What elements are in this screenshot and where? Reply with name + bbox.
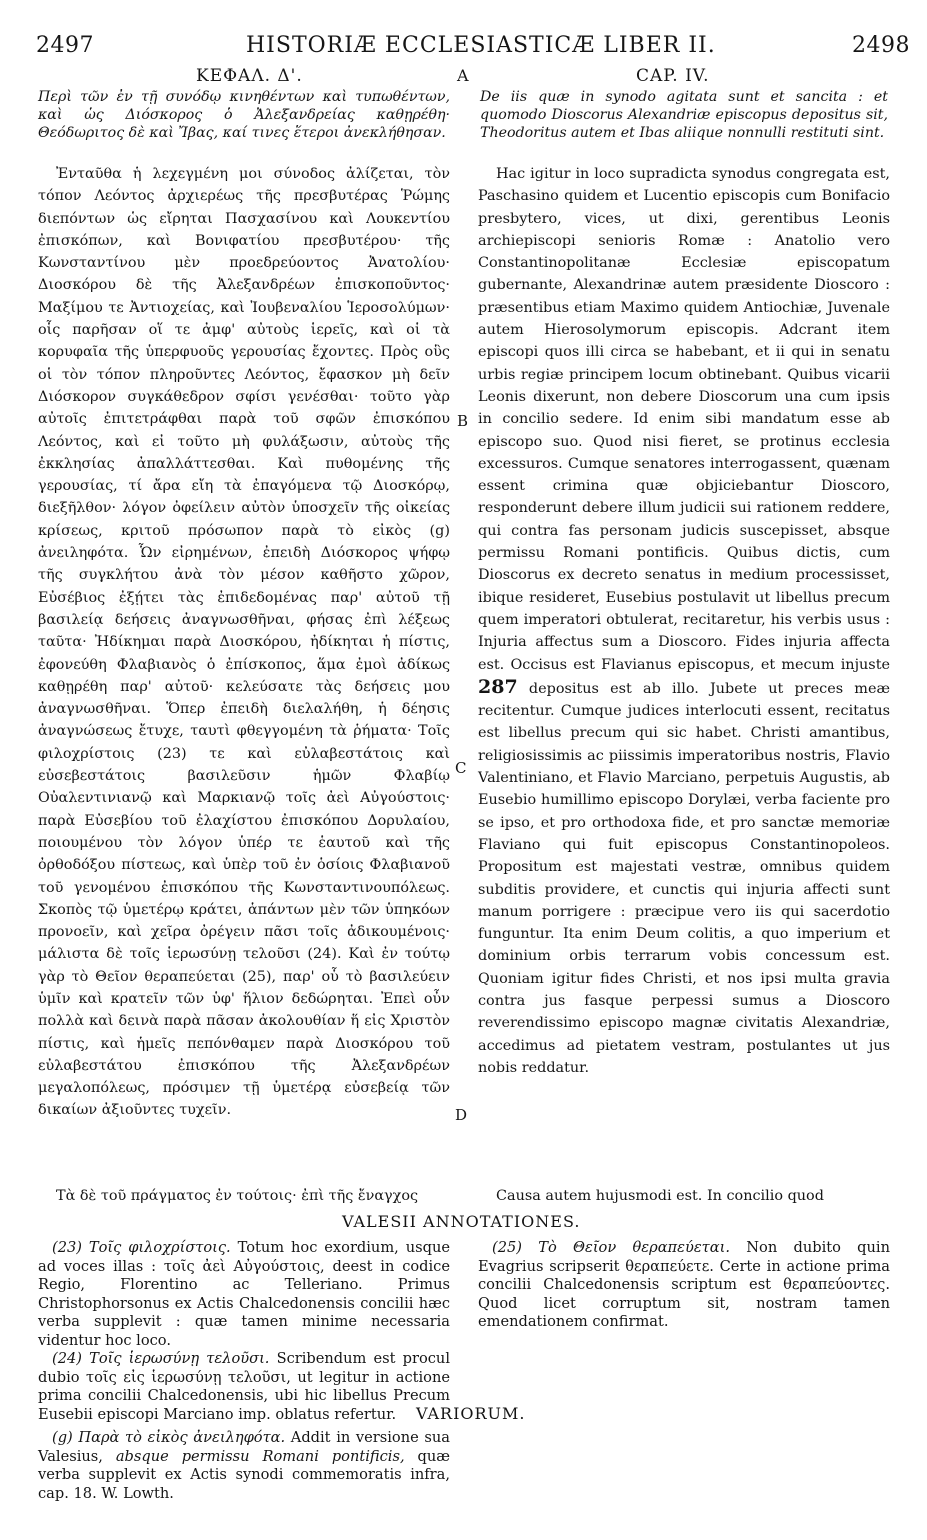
variorum-italic-phrase: absque permissu Romani pontificis, <box>115 1447 405 1465</box>
right-column-number: 2498 <box>852 33 910 58</box>
note-23-text: Totum hoc exordium, usque ad voces illas : τοῖς ἀεὶ Αὐγούστοις, deest in codice Regio, Florentino ac Telleriano. Primus Christophorsonus ex Actis Chalcedonensis concilii hæc verba supplevit : quæ tamen minime necessaria videntur hoc loco. <box>38 1239 450 1349</box>
latin-body-part-1: Hac igitur in loco supradicta synodus congregata est, Paschasino quidem et Lucentio episcopis cum Bonifacio presbytero, vices, ut dixi, gerentibus Leonis archiepiscopi senioris Romæ : Anatolio vero Constantinopolitanæ Ecclesiæ episcopatum gubernante, Alexandrinæ autem præsidente Dioscoro : præsentibus etiam Maximo quidem Antiochiæ, Juvenale autem Hierosolymorum episcopis. Adcrant item episcopi quos illi circa se habebant, et ii qui in senatu urbis regiæ principem locum obtinebant. Quibus vicarii Leonis dixerunt, non debere Dioscorum una cum ipsis in concilio sedere. Id enim sibi mandatum esse ab episcopo suo. Quod nisi fieret, se protinus ecclesia excessuros. Cumque senatores interrogassent, quænam essent crimina quæ objiciebantur Dioscoro, responderunt debere illum judicii sui rationem reddere, qui contra fas personam judicis suscepisset, absque permissu Romani pontificis. Quibus dictis, cum Dioscorus ex decreto senatus in medium processisset, ibique resideret, Eusebius postulavit ut libellus precum quem imperatori obtulerat, recitaretur, his verbis usus : Injuria affectus sum a Dioscoro. Fides injuria affecta est. Occisus est Flavianus episcopus, et mecum injuste <box>478 166 890 673</box>
valesii-annotations-heading: VALESII ANNOTATIONES. <box>342 1212 581 1231</box>
variorum-text-b: quæ verba supplevit ex Actis synodi commemoratis infra, cap. 18. W. Lowth. <box>38 1447 450 1502</box>
annotations-left-column <box>38 1239 450 1424</box>
variorum-text-a: Addit in versione sua Valesius, <box>38 1429 450 1465</box>
greek-continuation-line: Τὰ δὲ τοῦ πράγματος ἐν τούτοις· ἐπὶ τῆς ἔναγχος <box>56 1188 419 1204</box>
variorum-note-g <box>38 1429 450 1503</box>
note-24 <box>38 1350 450 1424</box>
margin-marker-c: C <box>455 759 467 777</box>
note-24-text: Scribendum est procul dubio τοῖς εἰς ἱερωσύνῃ τελοῦσι, ut legitur in actione prima concilii Chalcedonensis, ubi hic libellus Precum Eusebii episcopi Marciano imp. oblatus refertur. <box>38 1350 450 1423</box>
greek-chapter-summary: Περὶ τῶν ἐν τῇ συνόδῳ κινηθέντων καὶ τυπωθέντων, καὶ ὡς Διόσκορος ὁ Ἀλεξανδρείας καθῃρέθη· Θεόδωριτος δὲ καὶ Ἴβας, καί τινες ἕτεροι ἀνεκλήθησαν. <box>38 89 450 141</box>
margin-marker-a: A <box>457 66 469 85</box>
annotations-right-column <box>478 1239 890 1332</box>
variorum-heading: VARIORUM. <box>416 1404 526 1423</box>
note-25-text: Non dubito quin Evagrius scripserit θεραπεύετε. Certe in actione prima concilii Chalcedonensis scriptum est θεραπεύοντες. Quod licet corruptum sit, nostram tamen emendationem confirmat. <box>478 1239 890 1330</box>
variorum-note <box>38 1429 450 1503</box>
latin-chapter-summary: De iis quæ in synodo agitata sunt et sancita : et quomodo Dioscorus Alexandriæ episcopus depositus sit, Theodoritus autem et Ibas aliique nonnulli restituti sint. <box>480 89 888 141</box>
left-column-number: 2497 <box>36 33 94 58</box>
margin-marker-d: D <box>455 1106 468 1124</box>
greek-chapter-heading: ΚΕΦΑΛ. Δ'. <box>196 66 303 86</box>
margin-marker-b: B <box>457 412 469 430</box>
latin-continuation-line: Causa autem hujusmodi est. In concilio quod <box>496 1188 824 1204</box>
note-23-lemma: (23) Τοῖς φιλοχρίστοις. <box>52 1239 231 1256</box>
note-24-lemma: (24) Τοῖς ἱερωσύνῃ τελοῦσι. <box>52 1350 270 1367</box>
edition-page-number: 287 <box>478 675 518 698</box>
note-23 <box>38 1239 450 1350</box>
latin-body-part-2: depositus est ab illo. Jubete ut preces meæ recitentur. Cumque judices interlocuti essent, recitatus est libellus precum qui sic habet. Christi amantibus, religiosissimis ac piissimis imperatoribus nostris, Flavio Valentiniano, et Flavio Marciano, perpetuis Augustis, ab Eusebio humillimo episcopo Dorylæi, verba faciente pro se ipso, et pro orthodoxa fide, et pro sanctæ memoriæ Flaviano qui fuit episcopus Constantinopoleos. Propositum est majestati vestræ, omnibus quidem subditis providere, et cunctis qui injuria affecti sunt manum porrigere : præcipue vero iis qui sacerdotio funguntur. Ita enim Deum colitis, a quo imperium et dominium orbis terrarum vobis concessum est. Quoniam igitur fides Christi, et nos ipsi multa gravia contra jus fasque perpessi sumus a Dioscoro reverendissimo episcopo magnæ civitatis Alexandriæ, accedimus ad pietatem vestram, postulantes ut jus nobis reddatur. <box>478 680 890 1076</box>
note-25-lemma: (25) Τὸ Θεῖον θεραπεύεται. <box>492 1239 730 1256</box>
variorum-lemma: (g) Παρὰ τὸ εἰκὸς ἀνειληφότα. <box>52 1429 286 1446</box>
greek-body-text: Ἐνταῦθα ἡ λεχεγμένη μοι σύνοδος ἀλίζεται, τὸν τόπον Λεόντος ἀρχιερέως τῆς πρεσβυτέρας Ῥώμης διεπόντων ὡς εἴρηται Πασχασίνου καὶ Λουκεντίου ἐπισκόπων, καὶ Βονιφατίου πρεσβυτέρου· τῆς Κωνσταντίνου μὲν προεδρεύοντος Ἀνατολίου· Διοσκόρου δὲ τῆς Ἀλεξανδρέων ἐπισκοποῦντος· Μαξίμου τε Ἀντιοχείας, καὶ Ἰουβεναλίου Ἱεροσολύμων· οἷς παρῆσαν οἵ τε ἀμφ' αὐτοὺς ἱερεῖς, καὶ οἱ τὰ κορυφαῖα τῆς ὑπερφυοῦς γερουσίας ἔχοντες. Πρὸς οὓς οἱ τὸν τόπον πληροῦντες Λεόντος, ἔφασκον μὴ δεῖν Διόσκορον συγκάθεδρον σφίσι γενέσθαι· τοῦτο γὰρ αὐτοῖς ἐπιτετράφθαι παρὰ τοῦ σφῶν ἐπισκόπου Λεόντος, καὶ εἰ τοῦτο μὴ φυλάξωσιν, αὐτοὺς τῆς ἐκκλησίας ἀπαλλάττεσθαι. Καὶ πυθομένης τῆς γερουσίας, τί ἄρα εἴη τὰ ἐπαγόμενα τῷ Διοσκόρῳ, διεξῆλθον· λόγον ὀφείλειν αὐτὸν ὑποσχεῖν τῆς οἰκείας κρίσεως, κριτοῦ πρόσωπον παρὰ τὸ εἰκὸς (g) ἀνειληφότα. Ὧν εἰρημένων, ἐπειδὴ Διόσκορος ψήφῳ τῆς συγκλήτου ἀνὰ τὸν μέσον καθῆστο χῶρον, Εὐσέβιος ἐξῄτει τὰς ἐπιδεδομένας παρ' αὐτοῦ τῇ βασιλείᾳ δεήσεις ἀναγνωσθῆναι, φήσας ἐπὶ λέξεως ταῦτα· Ἠδίκημαι παρὰ Διοσκόρου, ἠδίκηται ἡ πίστις, ἐφονεύθη Φλαβιανὸς ὁ ἐπίσκοπος, ἅμα ἐμοὶ ἀδίκως καθῃρέθη παρ' αὐτοῦ· κελεύσατε τὰς δεήσεις μου ἀναγνωσθῆναι. Ὅπερ ἐπειδὴ διελαλήθη, ἡ δέησις ἀναγνώσεως ἔτυχε, ταυτὶ φθεγγομένη τὰ ῥήματα· Τοῖς φιλοχρίστοις (23) τε καὶ εὐλαβεστάτοις καὶ εὐσεβεστάτοις βασιλεῦσιν ἡμῶν Φλαβίῳ Οὐαλεντινιανῷ καὶ Μαρκιανῷ τοῖς ἀεὶ Αὐγούστοις· παρὰ Εὐσεβίου τοῦ ἐλαχίστου ἐπισκόπου Δορυλαίου, ποιουμένου τὸν λόγον ὑπέρ τε ἑαυτοῦ καὶ τῆς ὀρθοδόξου πίστεως, καὶ ὑπὲρ τοῦ ἐν ὁσίοις Φλαβιανοῦ τοῦ γενομένου ἐπισκόπου τῆς Κωνσταντινουπόλεως. Σκοπὸς τῷ ὑμετέρῳ κράτει, ἁπάντων μὲν τῶν ὑπηκόων προνοεῖν, καὶ χεῖρα ὀρέγειν πᾶσι τοῖς ἀδικουμένοις· μάλιστα δὲ τοῖς ἱερωσύνῃ τελοῦσι (24). Καὶ ἐν τούτῳ γὰρ τὸ Θεῖον θεραπεύεται (25), παρ' οὗ τὸ βασιλεύειν ὑμῖν καὶ κρατεῖν τῶν ὑφ' ἥλιον δεδώρηται. Ἐπεὶ οὖν πολλὰ καὶ δεινὰ παρὰ πᾶσαν ἀκολουθίαν ἥ εἰς Χριστὸν πίστις, καὶ ἡμεῖς πεπόνθαμεν παρὰ Διοσκόρου τοῦ εὐλαβεστάτου ἐπισκόπου τῆς Ἀλεξανδρέων μεγαλοπόλεως, πρόσιμεν τῇ ὑμετέρᾳ εὐσεβείᾳ τῶν δικαίων ἀξιοῦντες τυχεῖν. <box>38 166 450 1119</box>
latin-body-text <box>478 163 890 1079</box>
running-title: HISTORIÆ ECCLESIASTICÆ LIBER II. <box>246 33 716 58</box>
note-25 <box>478 1239 890 1332</box>
latin-chapter-heading: CAP. IV. <box>636 66 710 86</box>
